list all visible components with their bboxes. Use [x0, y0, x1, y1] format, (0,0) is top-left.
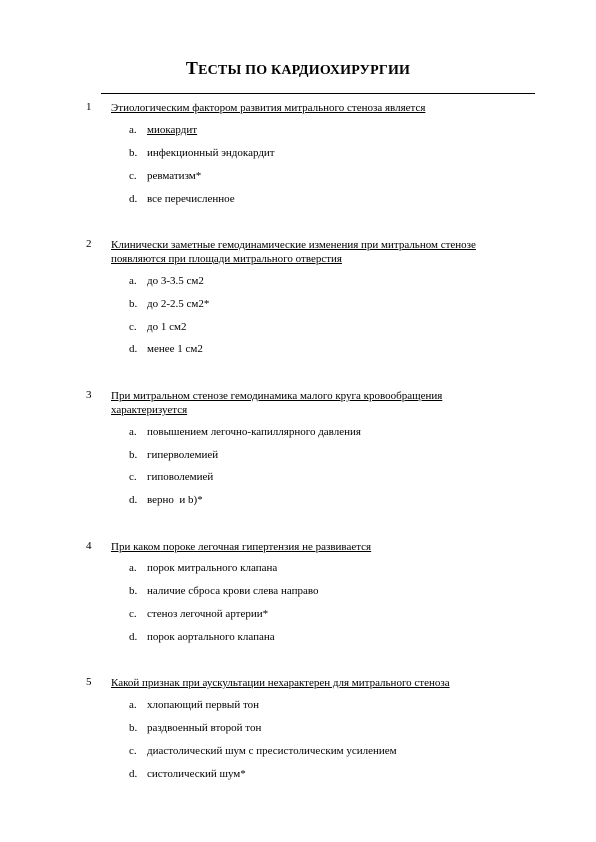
- option-text: порок митрального клапана: [147, 562, 278, 574]
- option-letter: d.: [129, 631, 138, 643]
- option-text: верно и b)*: [147, 494, 203, 506]
- question-text: При каком пороке легочная гипертензия не развивается: [111, 541, 372, 553]
- title-rest: ЕСТЫ ПО КАРДИОХИРУРГИИ: [198, 63, 411, 78]
- option-letter: a.: [129, 124, 137, 136]
- option-letter: b.: [129, 722, 138, 734]
- option-text: до 2-2.5 см2*: [147, 298, 210, 310]
- option-letter: c.: [129, 745, 137, 757]
- option-letter: c.: [129, 608, 137, 620]
- option-letter: b.: [129, 298, 138, 310]
- option-text: все перечисленное: [147, 193, 235, 205]
- question-text: Какой признак при аускультации нехарактерен для митрального стеноза: [111, 677, 450, 689]
- option-letter: a.: [129, 426, 137, 438]
- option-letter: d.: [129, 193, 138, 205]
- option-text: стеноз легочной артерии*: [147, 608, 269, 620]
- question-number: 2: [86, 238, 92, 250]
- option-letter: b.: [129, 147, 138, 159]
- page-title: [0, 58, 596, 79]
- option-letter: c.: [129, 471, 137, 483]
- title-divider: [101, 93, 535, 94]
- title-initial: Т: [185, 58, 199, 78]
- option-text: систолический шум*: [147, 768, 246, 780]
- question-number: 5: [86, 676, 92, 688]
- question-number: 3: [86, 389, 92, 401]
- option-letter: d.: [129, 343, 138, 355]
- option-letter: b.: [129, 449, 138, 461]
- option-text: наличие сброса крови слева направо: [147, 585, 319, 597]
- option-text: менее 1 см2: [147, 343, 203, 355]
- option-text: гиповолемией: [147, 471, 214, 483]
- option-text: диастолический шум с пресистолическим усилением: [147, 745, 397, 757]
- option-letter: c.: [129, 170, 137, 182]
- option-letter: d.: [129, 494, 138, 506]
- option-text: повышением легочно-капиллярного давления: [147, 426, 361, 438]
- option-text: раздвоенный второй тон: [147, 722, 262, 734]
- question-text: При митральном стенозе гемодинамика малого круга кровообращения характеризуется: [111, 390, 443, 416]
- option-letter: c.: [129, 321, 137, 333]
- question-number: 1: [86, 101, 92, 113]
- option-text: до 3-3.5 см2: [147, 275, 204, 287]
- option-letter: b.: [129, 585, 138, 597]
- option-text: инфекционный эндокардит: [147, 147, 275, 159]
- option-text: порок аортального клапана: [147, 631, 275, 643]
- question-text: Этиологическим фактором развития митрального стеноза является: [111, 102, 426, 114]
- option-letter: a.: [129, 699, 137, 711]
- option-text: миокардит: [147, 124, 198, 136]
- question-number: 4: [86, 540, 92, 552]
- option-letter: a.: [129, 562, 137, 574]
- question-text: Клинически заметные гемодинамические изменения при митральном стенозе появляются при площади митрального отверстия: [111, 239, 476, 265]
- option-text: ревматизм*: [147, 170, 202, 182]
- option-letter: d.: [129, 768, 138, 780]
- option-text: гиперволемией: [147, 449, 219, 461]
- option-letter: a.: [129, 275, 137, 287]
- option-text: до 1 см2: [147, 321, 187, 333]
- option-text: хлопающий первый тон: [147, 699, 260, 711]
